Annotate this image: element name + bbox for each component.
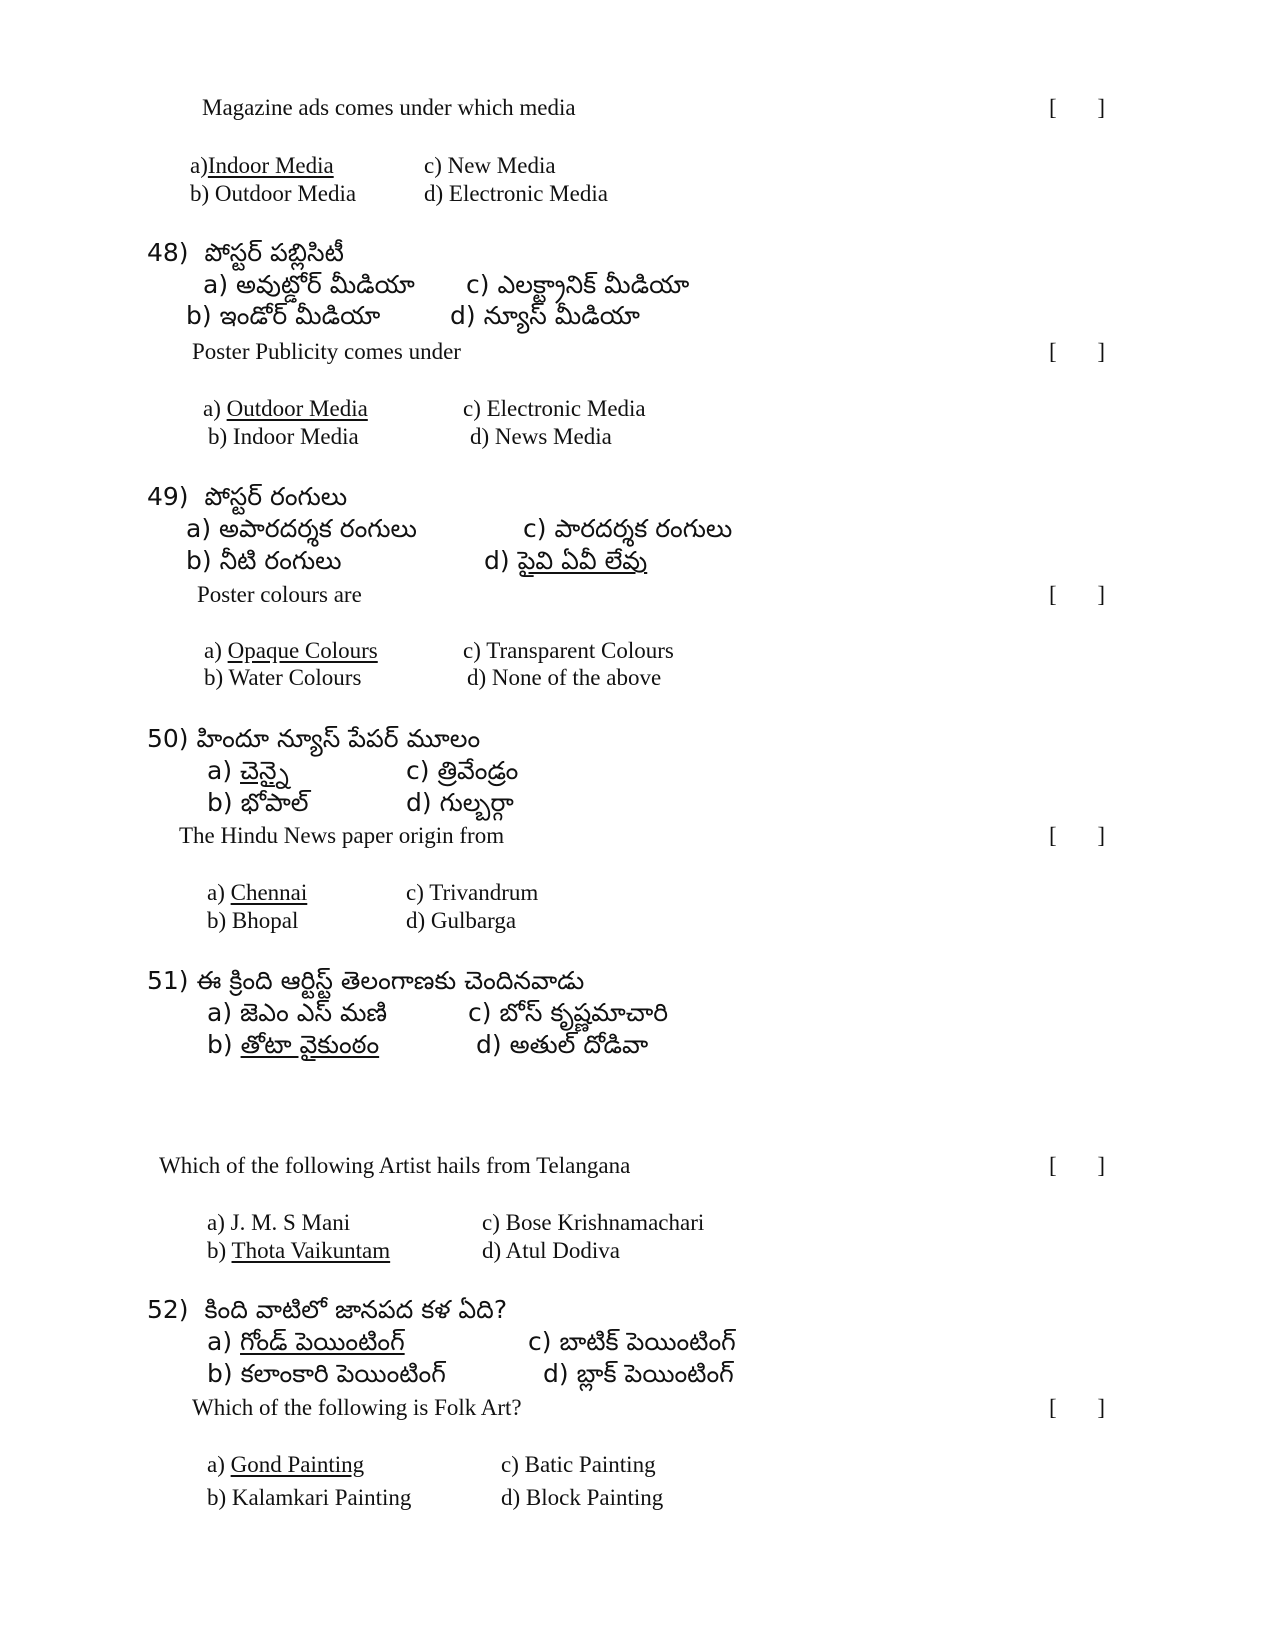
q49-te-option-a: a) అపారదర్శక రంగులు <box>186 514 417 543</box>
q48-te-question: 48) పోస్టర్ పబ్లిసిటీ <box>147 238 344 267</box>
q50-option-d: d) Gulbarga <box>406 908 517 933</box>
q52-te-question: 52) కింది వాటిలో జానపద కళ ఏది? <box>147 1295 508 1324</box>
correct-answer: Thota Vaikuntam <box>231 1238 391 1263</box>
q51-te-option-b: b) తోటా వైకుంఠం <box>207 1030 380 1059</box>
q50-option-c: c) Trivandrum <box>406 880 539 905</box>
q50-te-option-d: d) గుల్బర్గా <box>406 788 514 817</box>
q48-te-option-c: c) ఎలక్ట్రానిక్ మీడియా <box>466 270 690 299</box>
q51-question: Which of the following Artist hails from Telangana <box>159 1153 631 1178</box>
q52-te-option-a: a) గోండ్ పెయింటింగ్ <box>207 1327 405 1356</box>
q51-te-option-a: a) జెఎం ఎస్ మణి <box>207 998 388 1027</box>
q50-te-option-c: c) త్రివేండ్రం <box>406 756 519 785</box>
q50-option-a: a) Chennai <box>207 880 308 905</box>
q50-te-question: 50) హిందూ న్యూస్ పేపర్ మూలం <box>147 724 481 753</box>
q50-te-option-b: b) భోపాల్ <box>207 788 309 817</box>
q51-option-c: c) Bose Krishnamachari <box>482 1210 705 1235</box>
q50-te-option-a: a) చెన్నై <box>207 756 289 785</box>
q51-option-a: a) J. M. S Mani <box>207 1210 351 1235</box>
q48-te-option-b: b) ఇండోర్ మీడియా <box>186 301 381 330</box>
q49-te-option-b: b) నీటి రంగులు <box>186 546 342 575</box>
correct-answer: Chennai <box>230 880 308 905</box>
q50-question: The Hindu News paper origin from <box>179 823 505 848</box>
q48-option-b: b) Indoor Media <box>208 424 359 449</box>
q52-question: Which of the following is Folk Art? <box>192 1395 522 1420</box>
q52-option-b: b) Kalamkari Painting <box>207 1485 412 1510</box>
q49-te-option-d: d) పైవి ఏవీ లేవు <box>484 546 648 575</box>
q48-option-d: d) News Media <box>470 424 612 449</box>
q50-option-b: b) Bhopal <box>207 908 299 933</box>
q52-option-a: a) Gond Painting <box>207 1452 365 1477</box>
q52-te-option-c: c) బాటిక్ పెయింటింగ్ <box>528 1327 736 1356</box>
q49-option-b: b) Water Colours <box>204 665 362 690</box>
q51-option-b: b) Thota Vaikuntam <box>207 1238 391 1263</box>
q47-option-b: b) Outdoor Media <box>190 181 357 206</box>
correct-answer: Opaque Colours <box>227 638 378 663</box>
q49-te-option-c: c) పారదర్శక రంగులు <box>523 514 733 543</box>
q49-question: Poster colours are <box>197 582 362 607</box>
q47-question: Magazine ads comes under which media <box>202 95 576 120</box>
q52-option-d: d) Block Painting <box>501 1485 664 1510</box>
q51-te-option-c: c) బోస్ కృష్ణమాచారి <box>468 998 669 1027</box>
correct-answer: Indoor Media <box>207 153 334 178</box>
q49-option-c: c) Transparent Colours <box>463 638 674 663</box>
q52-te-option-d: d) బ్లాక్ పెయింటింగ్ <box>543 1359 734 1388</box>
correct-answer: Outdoor Media <box>226 396 368 421</box>
q49-option-d: d) None of the above <box>467 665 662 690</box>
q48-option-a: a) Outdoor Media <box>203 396 368 421</box>
q51-te-question: 51) ఈ క్రింది ఆర్టిస్ట్ తెలంగాణకు చెందినవాడు <box>147 966 585 995</box>
q48-option-c: c) Electronic Media <box>463 396 646 421</box>
q51-te-option-d: d) అతుల్ దోడివా <box>476 1030 649 1059</box>
q51-option-d: d) Atul Dodiva <box>482 1238 620 1263</box>
q47-option-a: a)Indoor Media <box>190 153 334 178</box>
q52-te-option-b: b) కలాంకారి పెయింటింగ్ <box>207 1359 446 1388</box>
q47-option-d: d) Electronic Media <box>424 181 608 206</box>
q48-question: Poster Publicity comes under <box>192 339 461 364</box>
q48-te-option-d: d) న్యూస్ మీడియా <box>450 301 640 330</box>
q47-option-c: c) New Media <box>424 153 556 178</box>
correct-answer: Gond Painting <box>230 1452 365 1477</box>
q48-te-option-a: a) అవుట్డోర్ మీడియా <box>203 270 415 299</box>
q49-te-question: 49) పోస్టర్ రంగులు <box>147 482 348 511</box>
q49-option-a: a) Opaque Colours <box>204 638 378 663</box>
q52-option-c: c) Batic Painting <box>501 1452 656 1477</box>
